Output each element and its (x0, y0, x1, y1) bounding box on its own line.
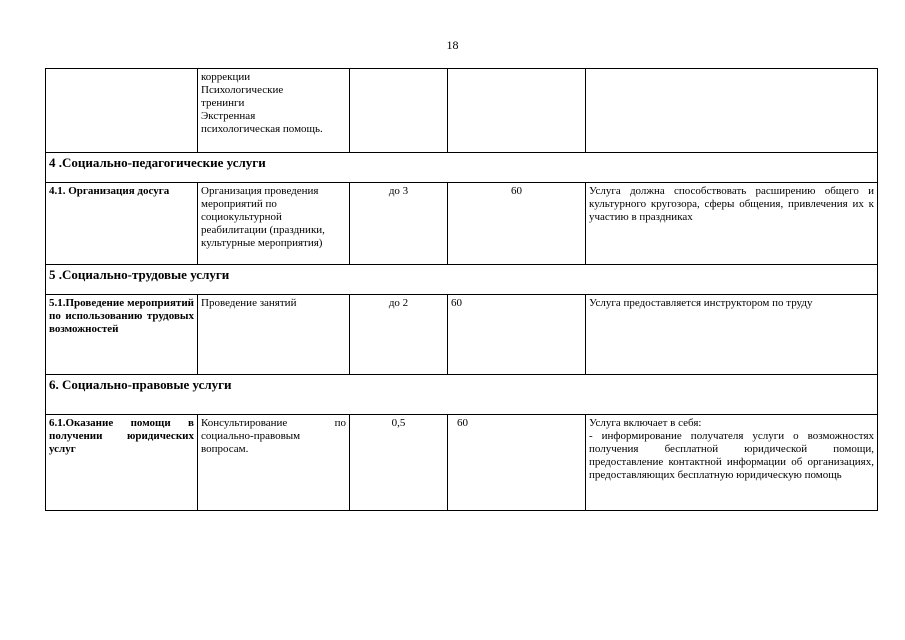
description-text: - информирование получателя услуги о возможностях получения бесплатной юридической помощи, предоставление контактной информации об организациях, предоставляющих бесплатную юридическую помощь (589, 430, 874, 481)
service-line: психологическая помощь. (201, 123, 323, 135)
service-content-cell: Организация проведения мероприятий по социокультурной реабилитации (праздники, культурные мероприятия) (198, 183, 350, 265)
frequency-cell: до 2 (350, 295, 448, 375)
page-number: 18 (446, 38, 459, 52)
duration-cell: 60 (448, 295, 586, 375)
description-cell (586, 415, 878, 511)
frequency-cell: 0,5 (350, 415, 448, 511)
section-header-row (46, 375, 878, 415)
description-cell (586, 69, 878, 153)
service-line: Экстренная (201, 110, 256, 122)
table-row (46, 415, 878, 511)
services-table (45, 68, 878, 511)
service-name-cell (46, 69, 198, 153)
table-row (46, 69, 878, 153)
service-name-cell: 4.1. Организация досуга (46, 183, 198, 265)
section-title: 6. Социально-правовые услуги (46, 375, 878, 415)
table-row (46, 183, 878, 265)
service-content-cell (198, 69, 350, 153)
description-intro: Услуга включает в себя: (589, 417, 702, 429)
service-line: Психологические (201, 84, 284, 96)
frequency-cell: до 3 (350, 183, 448, 265)
service-content-cell: Консультирование по социально-правовым вопросам. (198, 415, 350, 511)
duration-cell: 60 (448, 183, 586, 265)
duration-value: 60 (457, 417, 468, 429)
duration-cell (448, 415, 586, 511)
description-cell: Услуга должна способствовать расширению общего и культурного кругозора, сферы общения, привлечения их к участию в праздниках (586, 183, 878, 265)
duration-cell (448, 69, 586, 153)
section-header-row (46, 153, 878, 183)
table-row (46, 295, 878, 375)
frequency-cell (350, 69, 448, 153)
section-title: 5 .Социально-трудовые услуги (46, 265, 878, 295)
section-header-row (46, 265, 878, 295)
service-content-cell: Проведение занятий (198, 295, 350, 375)
service-name-cell: 6.1.Оказание помощи в получении юридических услуг (46, 415, 198, 511)
service-line: коррекции (201, 71, 251, 83)
description-cell: Услуга предоставляется инструктором по труду (586, 295, 878, 375)
section-title: 4 .Социально-педагогические услуги (46, 153, 878, 183)
service-name-cell: 5.1.Проведение мероприятий по использованию трудовых возможностей (46, 295, 198, 375)
service-line: тренинги (201, 97, 245, 109)
